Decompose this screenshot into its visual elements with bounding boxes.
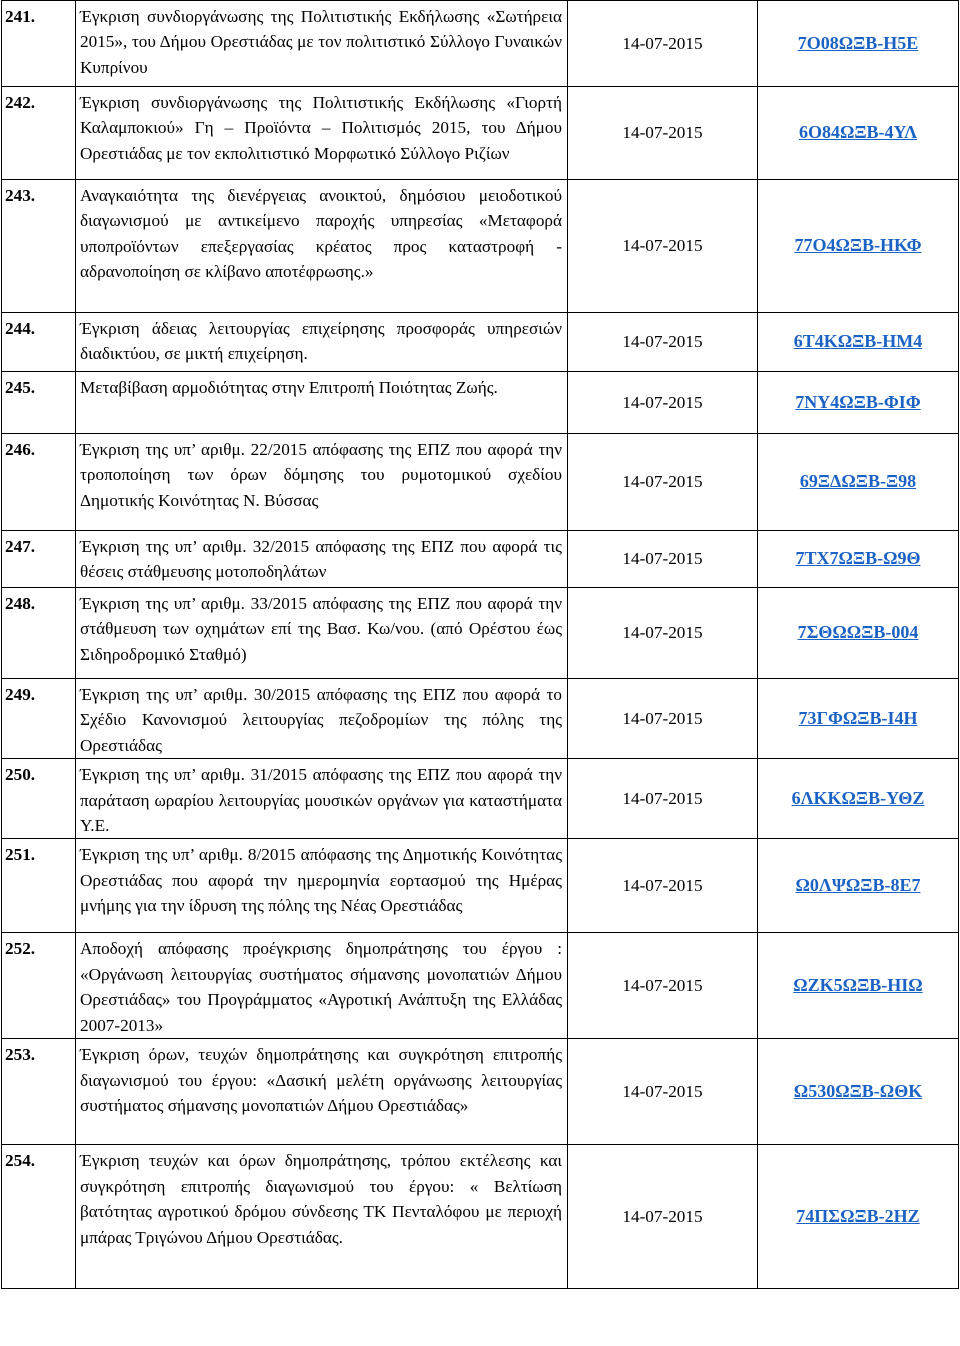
ada-link[interactable]: 6ΛΚΚΩΞΒ-ΥΘΖ <box>791 788 925 809</box>
decision-ada-cell <box>758 1039 959 1145</box>
decision-ada-cell <box>758 1 959 87</box>
table-row <box>2 933 959 1039</box>
decision-ada-cell <box>758 1145 959 1289</box>
decision-ada-cell <box>758 839 959 933</box>
decision-number: 245. <box>2 372 76 434</box>
decision-number: 246. <box>2 434 76 531</box>
table-row <box>2 180 959 313</box>
table-row <box>2 679 959 759</box>
ada-link[interactable]: 77Ο4ΩΞΒ-ΗΚΦ <box>794 235 922 256</box>
ada-link[interactable]: 6Τ4ΚΩΞΒ-ΗΜ4 <box>793 331 923 352</box>
ada-link[interactable]: 6Ο84ΩΞΒ-4ΥΛ <box>798 122 918 143</box>
decision-description: Έγκριση της υπ’ αριθμ. 31/2015 απόφασης της ΕΠΖ που αφορά την παράταση ωραρίου λειτουργίας μουσικών οργάνων για καταστήματα Υ.Ε. <box>76 759 568 839</box>
decision-description: Έγκριση της υπ’ αριθμ. 30/2015 απόφασης της ΕΠΖ που αφορά το Σχέδιο Κανονισμού λειτουργίας πεζοδρομίων της πόλης της Ορεστιάδας <box>76 679 568 759</box>
decision-number: 251. <box>2 839 76 933</box>
decision-description: Έγκριση της υπ’ αριθμ. 8/2015 απόφασης της Δημοτικής Κοινότητας Ορεστιάδας που αφορά την ημερομηνία εορτασμού της Ημέρας μνήμης για την ίδρυση της πόλης της Νέας Ορεστιάδας <box>76 839 568 933</box>
ada-link[interactable]: 7Ο08ΩΞΒ-Η5Ε <box>797 32 919 53</box>
ada-link[interactable]: Ω0ΛΨΩΞΒ-8Ε7 <box>795 875 921 896</box>
decision-description: Έγκριση της υπ’ αριθμ. 32/2015 απόφασης της ΕΠΖ που αφορά τις θέσεις στάθμευσης μοτοποδηλάτων <box>76 531 568 588</box>
decision-ada-cell <box>758 313 959 372</box>
table-row <box>2 87 959 180</box>
ada-link[interactable]: 73ΓΦΩΞΒ-Ι4Η <box>798 707 918 728</box>
decision-number: 250. <box>2 759 76 839</box>
decision-ada-cell <box>758 588 959 679</box>
decision-description: Έγκριση άδειας λειτουργίας επιχείρησης προσφοράς υπηρεσιών διαδικτύου, σε μικτή επιχείρηση. <box>76 313 568 372</box>
decisions-table <box>1 0 959 1289</box>
decision-number: 253. <box>2 1039 76 1145</box>
decision-description: Αναγκαιότητα της διενέργειας ανοικτού, δημόσιου μειοδοτικού διαγωνισμού με αντικείμενο παροχής υπηρεσίας «Μεταφορά υποπροϊόντων επεξεργασίας κρέατος προς καταστροφή - αδρανοποίηση σε κλίβανο αποτέφρωσης.» <box>76 180 568 313</box>
decision-date: 14-07-2015 <box>568 372 758 434</box>
table-row <box>2 313 959 372</box>
decision-date: 14-07-2015 <box>568 1 758 87</box>
decision-ada-cell <box>758 372 959 434</box>
decision-number: 248. <box>2 588 76 679</box>
ada-link[interactable]: 7ΣΘΩΩΞΒ-004 <box>797 622 919 643</box>
decision-date: 14-07-2015 <box>568 1039 758 1145</box>
ada-link[interactable]: 74ΠΣΩΞΒ-2ΗΖ <box>796 1206 920 1227</box>
decision-description: Έγκριση της υπ’ αριθμ. 33/2015 απόφασης της ΕΠΖ που αφορά την στάθμευση των οχημάτων επί της Βασ. Κω/νου. (από Ορέστου έως Σιδηροδρομικό Σταθμό) <box>76 588 568 679</box>
decision-number: 247. <box>2 531 76 588</box>
decision-description: Έγκριση συνδιοργάνωσης της Πολιτιστικής Εκδήλωσης «Σωτήρεια 2015», του Δήμου Ορεστιάδας με τον πολιτιστικό Σύλλογο Γυναικών Κυπρίνου <box>76 1 568 87</box>
ada-link[interactable]: ΩΖΚ5ΩΞΒ-ΗΙΩ <box>793 975 923 996</box>
ada-link[interactable]: 7ΝΥ4ΩΞΒ-ΦΙΦ <box>795 391 921 412</box>
decision-date: 14-07-2015 <box>568 531 758 588</box>
decision-date: 14-07-2015 <box>568 180 758 313</box>
decision-description: Έγκριση της υπ’ αριθμ. 22/2015 απόφασης της ΕΠΖ που αφορά την τροποποίηση των όρων δόμησης του ρυμοτομικού σχεδίου Δημοτικής Κοινότητας Ν. Βύσσας <box>76 434 568 531</box>
decision-description: Έγκριση τευχών και όρων δημοπράτησης, τρόπου εκτέλεσης και συγκρότηση επιτροπής διαγωνισμού του έργου: « Βελτίωση βατότητας αγροτικού δρόμου σύνδεσης ΤΚ Πενταλόφου με περιοχή μπάρας Τριγώνου Δήμου Ορεστιάδας. <box>76 1145 568 1289</box>
decision-number: 249. <box>2 679 76 759</box>
decision-date: 14-07-2015 <box>568 933 758 1039</box>
ada-link[interactable]: 7ΤΧ7ΩΞΒ-Ω9Θ <box>795 548 921 569</box>
ada-link[interactable]: 69ΞΔΩΞΒ-Ξ98 <box>799 471 917 492</box>
decision-description: Έγκριση όρων, τευχών δημοπράτησης και συγκρότηση επιτροπής διαγωνισμού του έργου: «Δασική μελέτη οργάνωσης λειτουργίας συστήματος σήμανσης μονοπατιών Δήμου Ορεστιάδας» <box>76 1039 568 1145</box>
decision-ada-cell <box>758 759 959 839</box>
decision-ada-cell <box>758 531 959 588</box>
decision-ada-cell <box>758 434 959 531</box>
decision-ada-cell <box>758 87 959 180</box>
table-row <box>2 759 959 839</box>
decision-ada-cell <box>758 933 959 1039</box>
table-row <box>2 434 959 531</box>
table-row <box>2 372 959 434</box>
decision-number: 243. <box>2 180 76 313</box>
decision-date: 14-07-2015 <box>568 839 758 933</box>
table-row <box>2 1 959 87</box>
decision-description: Αποδοχή απόφασης προέγκρισης δημοπράτησης του έργου : «Οργάνωση λειτουργίας συστήματος σήμανσης μονοπατιών Δήμου Ορεστιάδας» του Προγράμματος «Αγροτική Ανάπτυξη της Ελλάδας 2007-2013» <box>76 933 568 1039</box>
decision-date: 14-07-2015 <box>568 1145 758 1289</box>
decision-number: 252. <box>2 933 76 1039</box>
table-row <box>2 531 959 588</box>
table-row <box>2 1145 959 1289</box>
decision-number: 241. <box>2 1 76 87</box>
table-row <box>2 839 959 933</box>
decision-date: 14-07-2015 <box>568 759 758 839</box>
table-row <box>2 1039 959 1145</box>
decision-number: 244. <box>2 313 76 372</box>
decision-date: 14-07-2015 <box>568 434 758 531</box>
table-row <box>2 588 959 679</box>
decision-description: Μεταβίβαση αρμοδιότητας στην Επιτροπή Ποιότητας Ζωής. <box>76 372 568 434</box>
decision-description: Έγκριση συνδιοργάνωσης της Πολιτιστικής Εκδήλωσης «Γιορτή Καλαμποκιού» Γη – Προϊόντα – Πολιτισμός 2015, του Δήμου Ορεστιάδας με τον εκπολιτιστικό Μορφωτικό Σύλλογο Ριζίων <box>76 87 568 180</box>
decision-ada-cell <box>758 180 959 313</box>
ada-link[interactable]: Ω530ΩΞΒ-ΩΘΚ <box>793 1081 923 1102</box>
decision-date: 14-07-2015 <box>568 588 758 679</box>
decision-ada-cell <box>758 679 959 759</box>
decision-date: 14-07-2015 <box>568 87 758 180</box>
decision-number: 242. <box>2 87 76 180</box>
decision-number: 254. <box>2 1145 76 1289</box>
decision-date: 14-07-2015 <box>568 313 758 372</box>
decision-date: 14-07-2015 <box>568 679 758 759</box>
